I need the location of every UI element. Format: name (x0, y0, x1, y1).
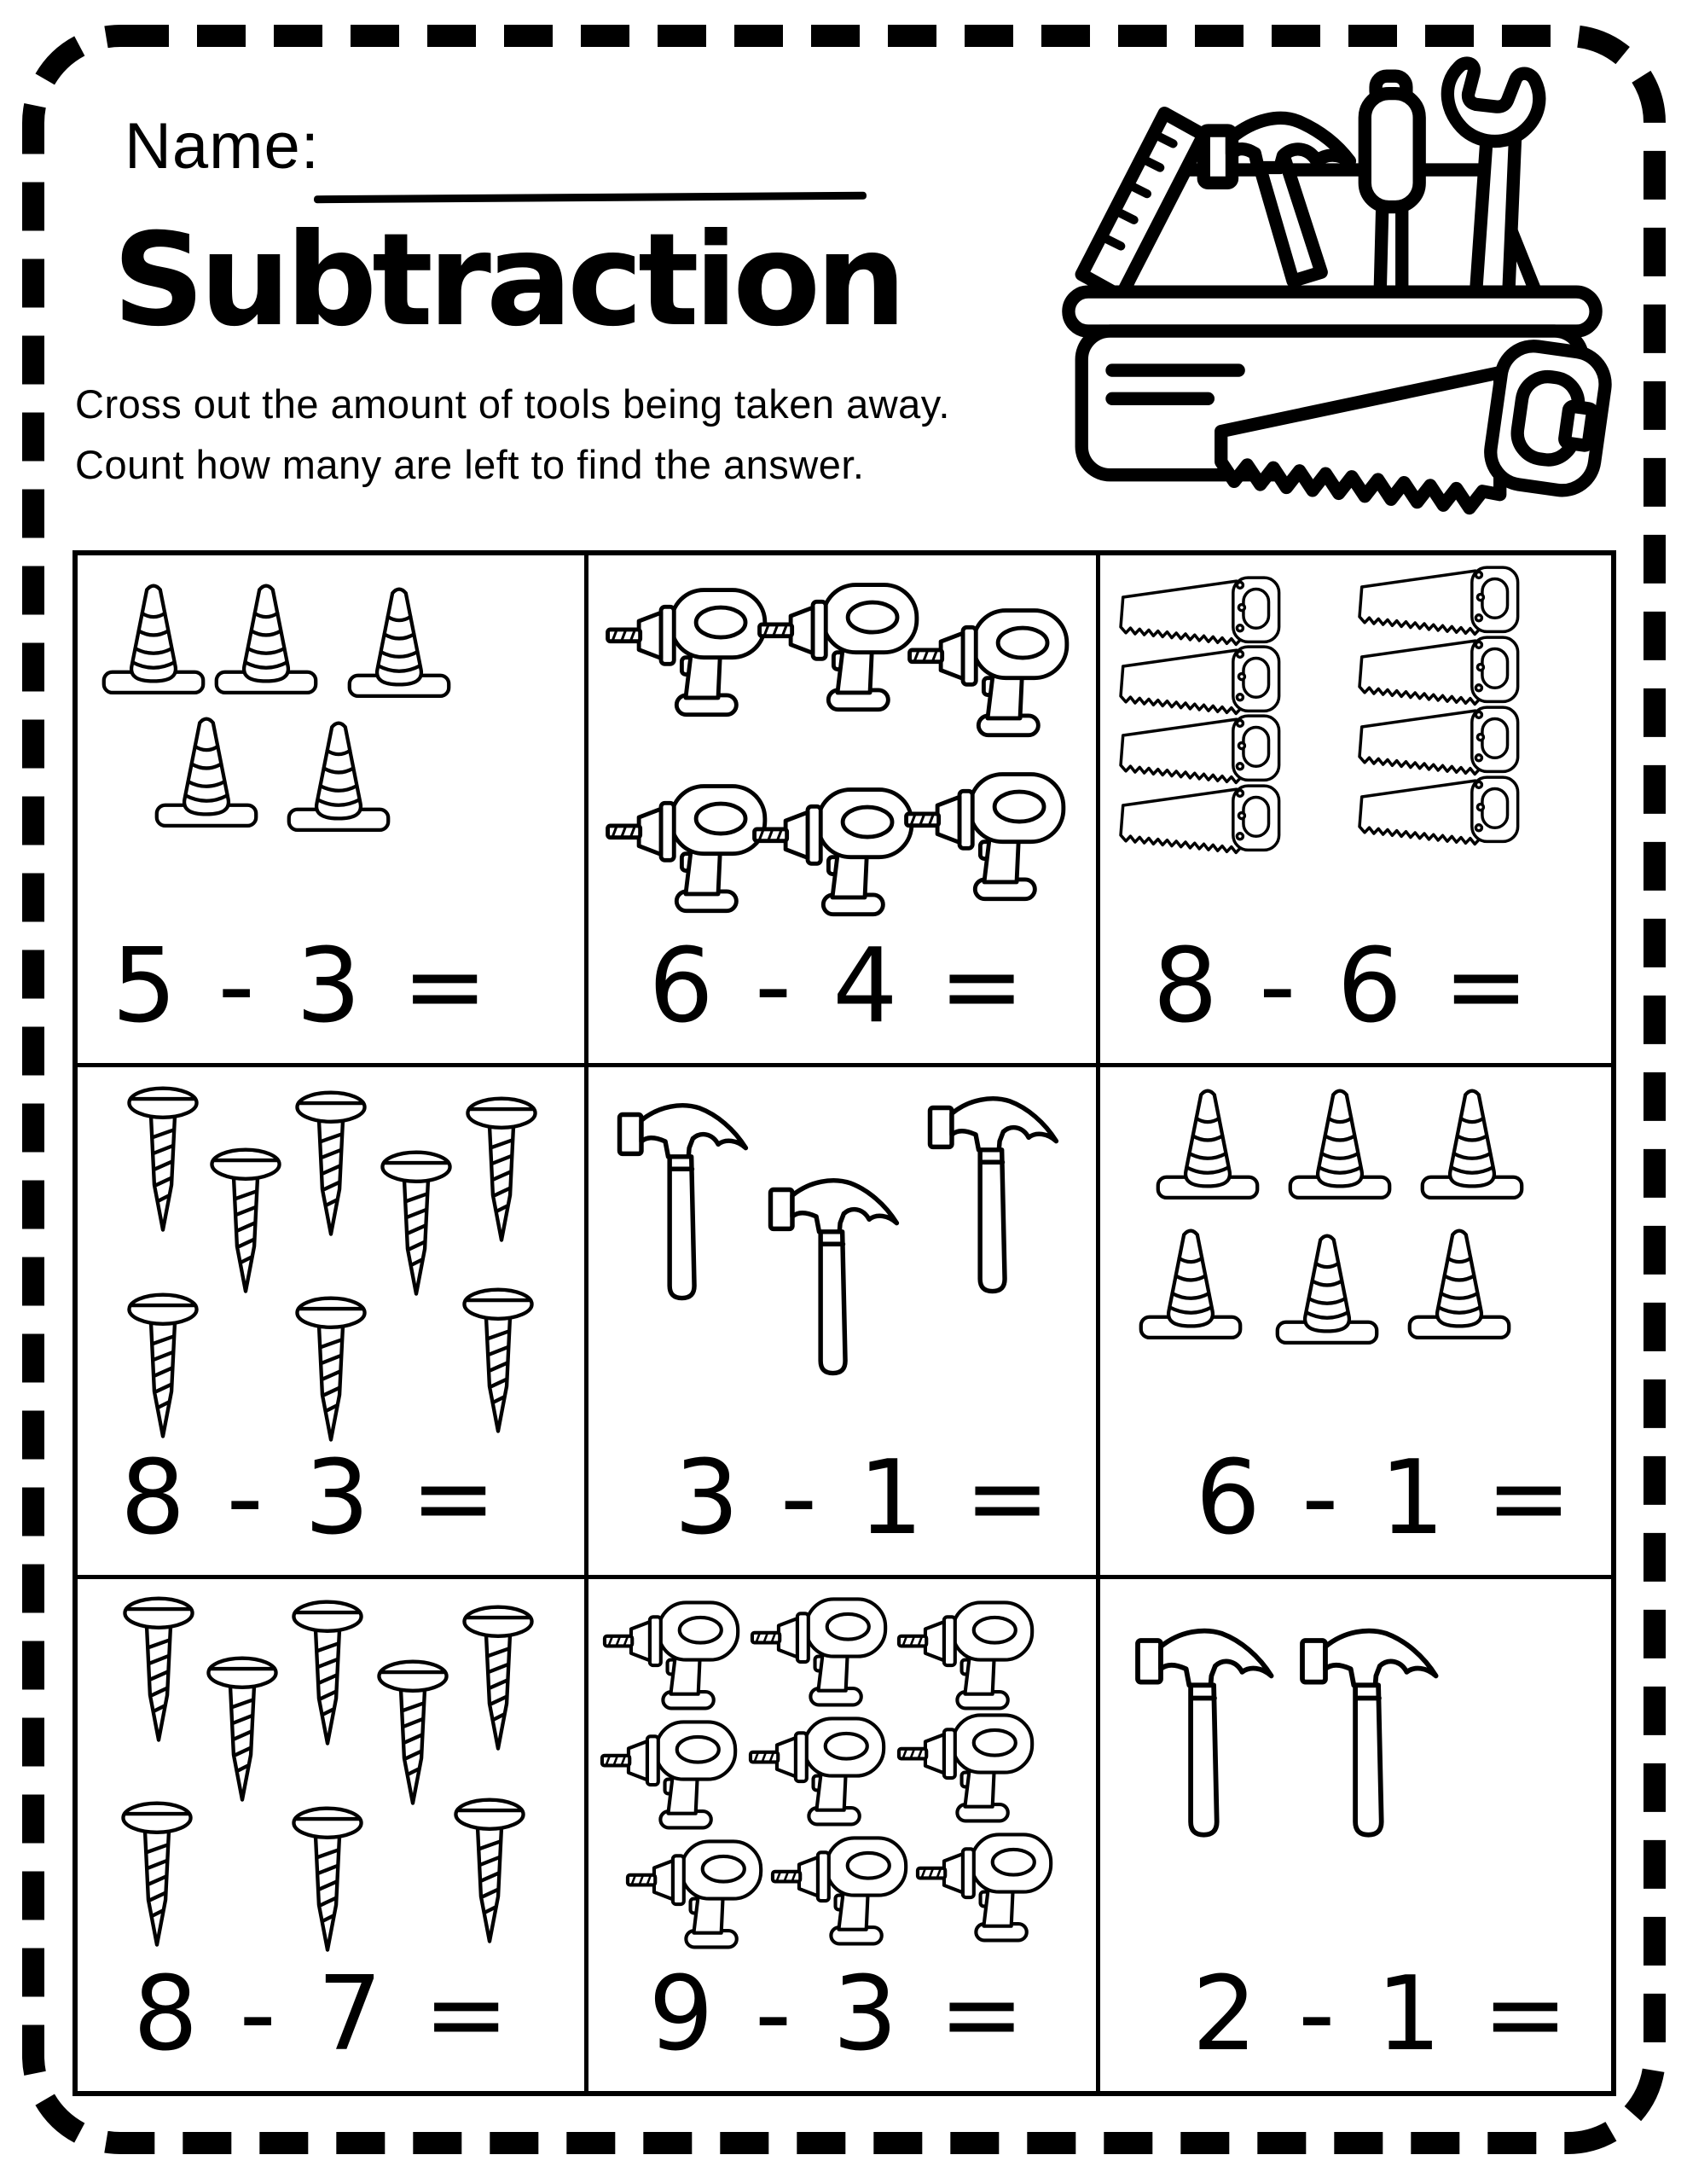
equation-text: 9 - 3 = (648, 1955, 1029, 2074)
problem-cell-6 (1100, 1067, 1611, 1579)
drill-icon (604, 574, 773, 717)
drill-icon (624, 1828, 768, 1949)
instructions-text (75, 374, 950, 495)
cone-icon (1147, 1083, 1268, 1204)
problem-cell-8 (588, 1579, 1099, 2091)
equation-text: 5 - 3 = (112, 927, 492, 1046)
drill-icon (896, 1702, 1039, 1823)
equation-text: 6 - 1 = (1195, 1439, 1576, 1558)
instructions-line2: Count how many are left to find the answer. (75, 442, 865, 487)
screw-icon (378, 1148, 455, 1304)
cone-icon (1399, 1223, 1520, 1344)
screw-icon (460, 1286, 536, 1442)
problem-cell-7 (78, 1579, 588, 2091)
equation-text: 3 - 1 = (674, 1439, 1055, 1558)
drill-icon (756, 569, 925, 712)
problem-cell-1 (78, 555, 588, 1067)
hammer-icon (763, 1168, 908, 1385)
problem-cell-4 (78, 1067, 588, 1579)
screw-icon (460, 1603, 536, 1759)
problem-grid (72, 550, 1616, 2096)
hammer-icon (1295, 1618, 1448, 1848)
equation-text: 2 - 1 = (1191, 1955, 1573, 2074)
saw-icon (1356, 774, 1522, 860)
equation-text: 8 - 7 = (133, 1955, 513, 2074)
problem-cell-5 (588, 1067, 1099, 1579)
screw-icon (125, 1291, 201, 1447)
drill-icon (604, 770, 773, 914)
problem-cell-2 (588, 555, 1099, 1067)
page-title: Subtraction (113, 206, 901, 355)
cone-icon (278, 715, 399, 836)
equation-text: 8 - 6 = (1152, 927, 1533, 1046)
toolbox-icon (1034, 48, 1631, 527)
screw-icon (463, 1095, 540, 1251)
cone-icon (1130, 1223, 1251, 1344)
screw-icon (293, 1294, 369, 1450)
problem-cell-3 (1100, 555, 1611, 1067)
screw-icon (125, 1084, 201, 1240)
drill-icon (749, 1586, 892, 1707)
screw-icon (451, 1796, 528, 1952)
saw-icon (1117, 782, 1284, 868)
instructions-line1: Cross out the amount of tools being taken away. (75, 381, 950, 427)
drill-icon (601, 1589, 745, 1711)
screw-icon (374, 1658, 451, 1814)
cone-icon (146, 711, 267, 832)
problem-cell-9 (1100, 1579, 1611, 2091)
hammer-icon (923, 1086, 1068, 1304)
screw-icon (289, 1598, 366, 1754)
drill-icon (747, 1705, 890, 1827)
screw-icon (293, 1089, 369, 1245)
cone-icon (1412, 1083, 1533, 1204)
cone-icon (206, 578, 327, 699)
screw-icon (207, 1146, 284, 1302)
drill-icon (599, 1709, 742, 1830)
hammer-icon (612, 1093, 757, 1310)
hammer-icon (1130, 1618, 1284, 1848)
cone-icon (339, 581, 460, 702)
screw-icon (120, 1594, 197, 1751)
drill-icon (751, 774, 919, 917)
name-label: Name: (125, 110, 320, 183)
equation-text: 8 - 3 = (120, 1439, 501, 1558)
screw-icon (204, 1654, 281, 1810)
cone-icon (1279, 1083, 1400, 1204)
cone-icon (93, 578, 214, 699)
drill-icon (769, 1825, 913, 1946)
screw-icon (289, 1804, 366, 1960)
equation-text: 6 - 4 = (648, 927, 1029, 1046)
drill-icon (906, 595, 1075, 738)
drill-icon (896, 1589, 1039, 1711)
cone-icon (1267, 1228, 1388, 1349)
drill-icon (914, 1821, 1058, 1943)
drill-icon (902, 758, 1071, 902)
screw-icon (119, 1799, 195, 1955)
